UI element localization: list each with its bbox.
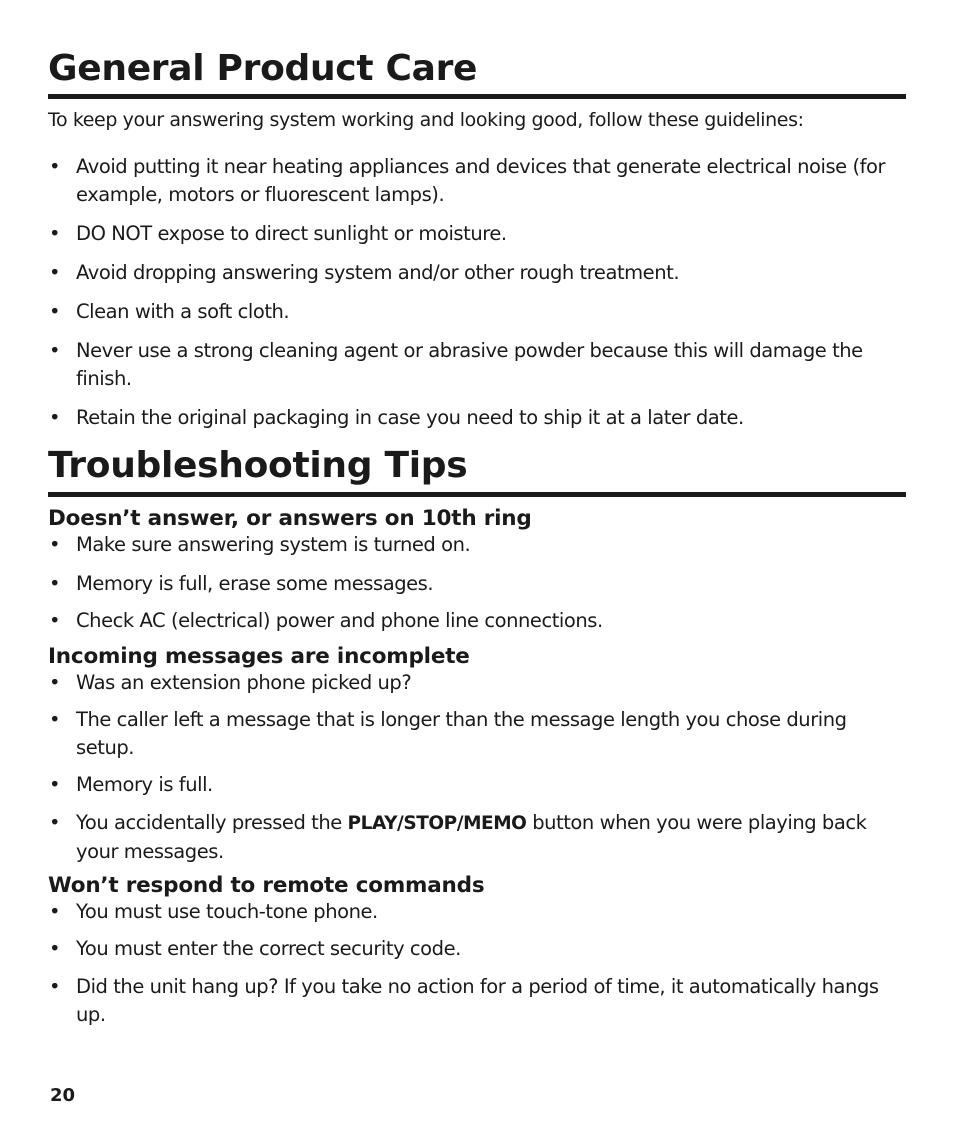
tip-item: • The caller left a message that is longer than the message length you chose during setup. (48, 706, 906, 762)
care-item: • DO NOT expose to direct sunlight or moisture. (48, 220, 906, 248)
play-stop-memo-button-label: PLAY/STOP/MEMO (347, 813, 527, 834)
tip-text-after: button when you were playing back your messages. (76, 811, 867, 863)
section-list (48, 533, 906, 635)
tip-item: • You must enter the correct security code. (48, 935, 906, 963)
tip-item: • Memory is full. (48, 771, 906, 799)
care-list (48, 153, 906, 432)
troubleshooting-title-rule (48, 492, 906, 497)
tip-item: • Make sure answering system is turned on. (48, 533, 906, 557)
tip-item (48, 809, 906, 866)
manual-page (48, 0, 906, 1029)
care-item: • Clean with a soft cloth. (48, 298, 906, 326)
tip-item: • You must use touch-tone phone. (48, 900, 906, 924)
tip-item: • Did the unit hang up? If you take no action for a period of time, it automatically hangs up. (48, 973, 906, 1029)
section-heading: Won’t respond to remote commands (48, 873, 485, 898)
section-list (48, 671, 906, 866)
section-list (48, 900, 906, 1029)
care-title: General Product Care (48, 48, 478, 89)
tip-item: • Was an extension phone picked up? (48, 671, 906, 695)
page-number: 20 (50, 1085, 76, 1106)
tip-text-before: You accidentally pressed the (76, 811, 348, 834)
section-heading: Doesn’t answer, or answers on 10th ring (48, 506, 532, 531)
care-item: • Avoid dropping answering system and/or other rough treatment. (48, 259, 906, 287)
tip-item: • Check AC (electrical) power and phone line connections. (48, 607, 906, 635)
care-item: • Never use a strong cleaning agent or abrasive powder because this will damage the finish. (48, 337, 906, 393)
care-intro: To keep your answering system working and looking good, follow these guidelines: (48, 109, 804, 131)
care-title-rule (48, 94, 906, 99)
care-item: • Avoid putting it near heating appliances and devices that generate electrical noise (for example, motors or fluorescent lamps). (48, 153, 906, 209)
tip-item: • Memory is full, erase some messages. (48, 570, 906, 598)
section-heading: Incoming messages are incomplete (48, 644, 470, 669)
troubleshooting-title: Troubleshooting Tips (48, 445, 468, 486)
care-item: • Retain the original packaging in case you need to ship it at a later date. (48, 404, 906, 432)
